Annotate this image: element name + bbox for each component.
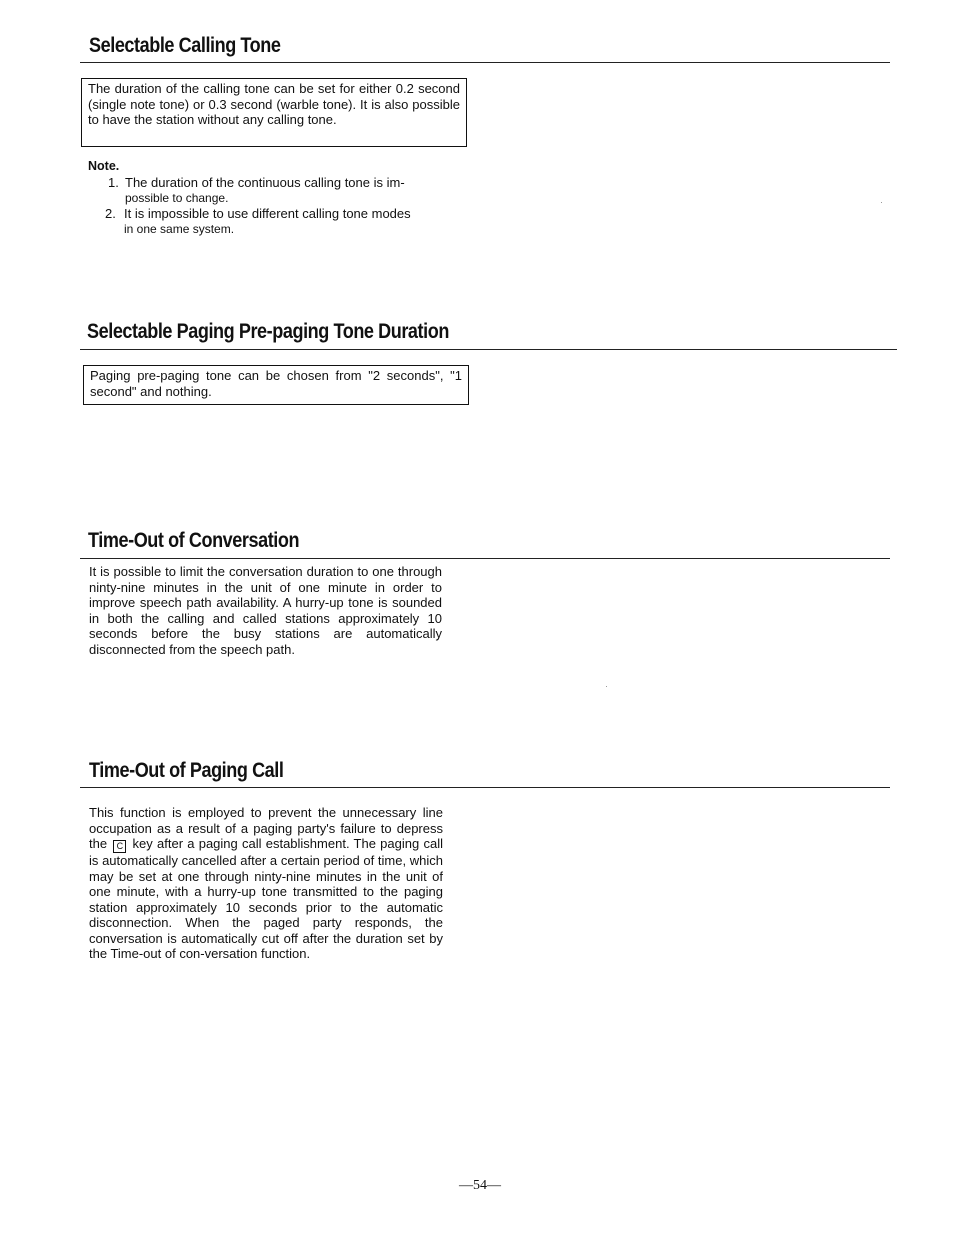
calling-tone-description-box: The duration of the calling tone can be set for either 0.2 second (single note tone) or 0.3 second (warble tone). It is also possible to have the station without any calling tone. [81, 78, 467, 147]
note-item [105, 206, 465, 238]
section-title-paging-timeout: Time-Out of Paging Call [89, 759, 284, 782]
note-item [108, 175, 458, 207]
paging-timeout-paragraph [89, 805, 443, 962]
scan-speck [606, 686, 607, 687]
section-title-calling-tone: Selectable Calling Tone [89, 34, 281, 57]
section-title-conversation-timeout: Time-Out of Conversation [88, 529, 300, 552]
section-rule [80, 349, 897, 350]
paging-tone-description-box: Paging pre-paging tone can be chosen from "2 seconds", "1 second" and nothing. [83, 365, 469, 405]
section-title-paging-tone: Selectable Paging Pre-paging Tone Duration [87, 320, 449, 343]
section-rule [80, 558, 890, 559]
paging-timeout-text: key after a paging call establishment. The paging call is automatically cancelled after a certain period of time, which may be set at one through ninty-nine minutes in the unit of one minute, with a hurry-up tone transmitted to the paging station approximately 10 seconds prior to the automatic disconnection. When the paged party responds, the conversation is automatically cut off after the duration set by the Time-out of con-versation function. [89, 836, 443, 961]
c-key-icon: C [113, 840, 126, 853]
section-rule [80, 62, 890, 63]
section-rule [80, 787, 890, 788]
note-text-line: in one same system. [124, 221, 235, 236]
conversation-timeout-paragraph: It is possible to limit the conversation duration to one through ninty-nine minutes in the unit of one minute in order to improve speech path availability. A hurry-up tone is sounded in both the calling and called stations approximately 10 seconds before the busy stations are automatically disconnected from the speech path. [89, 564, 442, 657]
note-number: 2. [105, 206, 116, 221]
note-label: Note. [88, 159, 120, 173]
note-text-line: possible to change. [125, 190, 229, 205]
note-text-line: The duration of the continuous calling tone is im- [125, 175, 405, 190]
scan-speck [881, 202, 882, 203]
page-number: —54— [459, 1178, 501, 1193]
paging-timeout-text: This function is employed to prevent the unnecessary line occupation as a result of a paging party's failure to depress the [89, 805, 443, 851]
note-number: 1. [108, 175, 119, 190]
note-text-line: It is impossible to use different calling tone modes [124, 206, 411, 221]
